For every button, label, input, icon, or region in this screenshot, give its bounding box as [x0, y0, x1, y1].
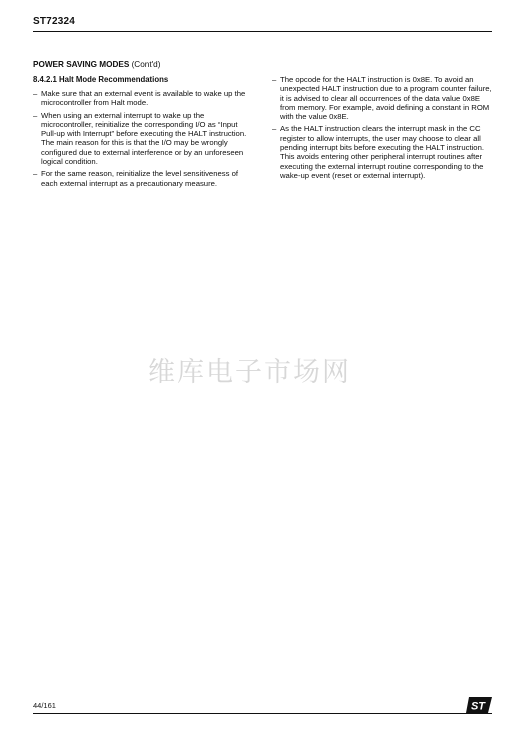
section-heading [33, 60, 160, 69]
footer-divider [33, 713, 492, 714]
watermark: 维库电子市场网 [148, 357, 351, 388]
list-item-text: As the HALT instruction clears the interrupt mask in the CC register to allow interrupts, the user may choose to clear all pending interrupt bits before executing the HALT instruction. This avoids entering other peripheral interrupt routines after executing the external interrupt routine corresponding to the wake-up event (reset or external interrupt). [280, 124, 484, 180]
list-item-text: When using an external interrupt to wake up the microcontroller, reinitialize the corresponding I/O as “Input Pull-up with Interrupt” before executing the HALT instruction. The main reason for this is that the I/O may be wrongly configured due to external interference or by an unforeseen logical condition. [41, 110, 247, 167]
section-heading-suffix: (Cont'd) [129, 60, 161, 69]
header-divider [33, 31, 492, 32]
subsection-heading: 8.4.2.1 Halt Mode Recommendations [33, 75, 169, 84]
list-item [272, 124, 494, 180]
list-item [33, 89, 255, 108]
st-logo-text: ST [470, 700, 486, 713]
bullet-dash: – [272, 124, 277, 134]
page-number: 44/161 [33, 701, 56, 710]
right-column [272, 75, 494, 183]
bullet-dash: – [33, 110, 38, 120]
list-item [33, 111, 255, 167]
document-title: ST72324 [33, 16, 75, 27]
left-column [33, 75, 255, 191]
bullet-dash: – [33, 89, 38, 98]
bullet-dash: – [272, 75, 277, 84]
list-item [33, 169, 255, 188]
st-logo-icon [466, 697, 492, 713]
list-item-text: For the same reason, reinitialize the level sensitiveness of each external interrupt as a precautionary measure. [41, 169, 238, 188]
section-heading-bold: POWER SAVING MODES [33, 60, 130, 69]
list-item [272, 75, 494, 121]
list-item-text: The opcode for the HALT instruction is 0x8E. To avoid an unexpected HALT instruction due to a program counter failure, it is advised to clear all occurrences of the data value 0x8E from memory. For example, avoid defining a constant in ROM with the value 0x8E. [280, 75, 492, 122]
bullet-dash: – [33, 169, 38, 179]
list-item-text: Make sure that an external event is available to wake up the microcontroller from Halt mode. [41, 89, 246, 108]
